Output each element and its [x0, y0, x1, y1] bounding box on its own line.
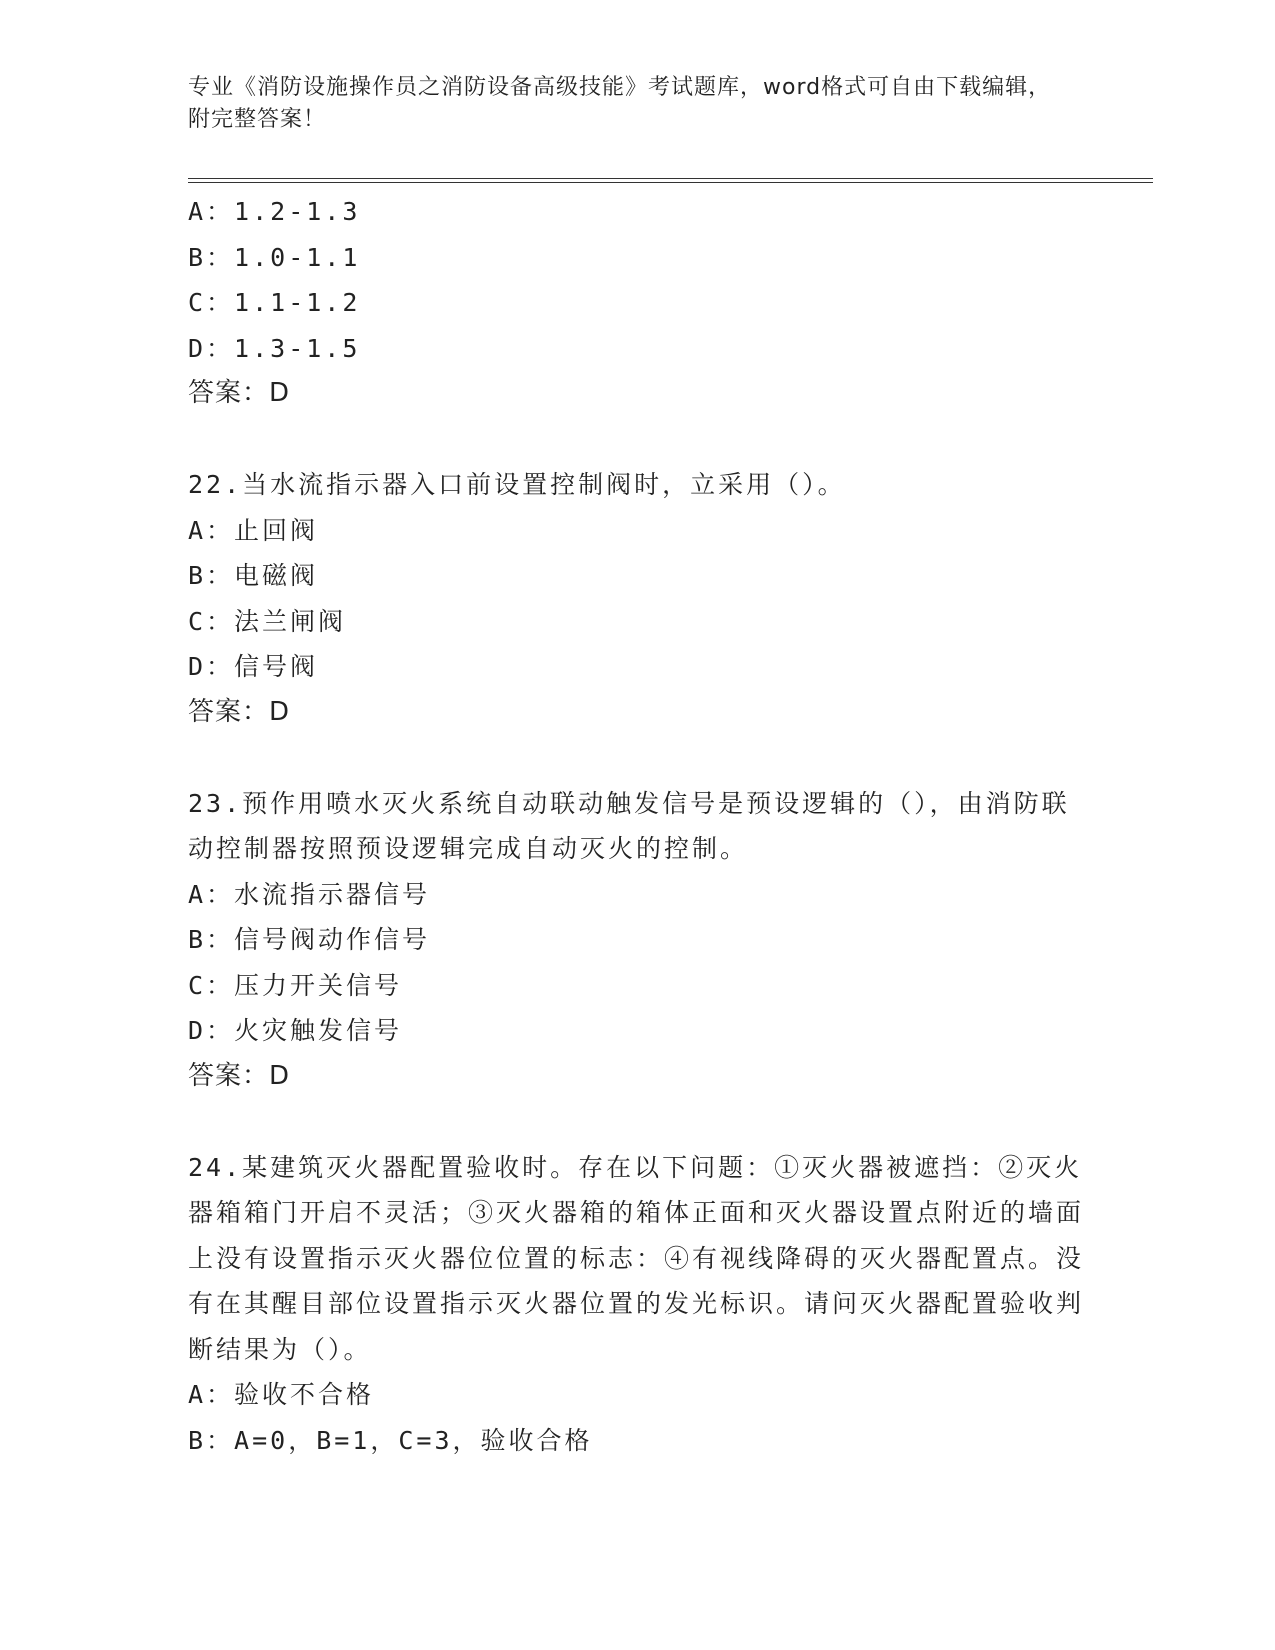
question-block-22 [188, 462, 1088, 735]
spacer [188, 1099, 1088, 1145]
option-b: B：A=0，B=1，C=3，验收合格 [188, 1425, 593, 1455]
page-content [188, 189, 1088, 1463]
question-stem: 23.预作用喷水灭火系统自动联动触发信号是预设逻辑的（），由消防联动控制器按照预设逻辑完成自动灭火的控制。 [188, 788, 1070, 863]
option-d: D：1.3-1.5 [188, 333, 361, 363]
answer-line: 答案：D [188, 1060, 291, 1091]
page-header: 专业《消防设施操作员之消防设备高级技能》考试题库，word格式可自由下载编辑，附完整答案！ [188, 75, 1052, 132]
answer-line: 答案：D [188, 378, 291, 408]
header-rule [188, 178, 1153, 183]
option-b: B：信号阀动作信号 [188, 925, 431, 954]
spacer [188, 417, 1088, 463]
option-a: A：验收不合格 [188, 1380, 375, 1409]
option-c: C：法兰闸阀 [188, 606, 347, 636]
option-a: A：1.2-1.3 [188, 197, 361, 226]
option-c: C：压力开关信号 [188, 970, 403, 1000]
option-b: B：1.0-1.1 [188, 242, 361, 272]
option-c: C：1.1-1.2 [188, 288, 361, 317]
option-b: B：电磁阀 [188, 561, 319, 590]
question-block-21 [188, 189, 1088, 417]
question-block-24 [188, 1145, 1088, 1464]
question-block-23 [188, 781, 1088, 1100]
option-d: D：火灾触发信号 [188, 1016, 403, 1045]
answer-line: 答案：D [188, 696, 291, 727]
option-a: A：水流指示器信号 [188, 879, 431, 909]
spacer [188, 735, 1088, 781]
option-d: D：信号阀 [188, 652, 319, 681]
question-stem: 24.某建筑灭火器配置验收时。存在以下问题：①灭火器被遮挡：②灭火器箱箱门开启不灵活；③灭火器箱的箱体正面和灭火器设置点附近的墙面上没有设置指示灭火器位位置的标志：④有视线降碍的灭火器配置点。没有在其醒目部位设置指示灭火器位置的发光标识。请问灭火器配置验收判断结果为（）。 [188, 1152, 1085, 1364]
option-a: A：止回阀 [188, 515, 319, 545]
question-stem: 22.当水流指示器入口前设置控制阀时，立采用（）。 [188, 470, 846, 499]
